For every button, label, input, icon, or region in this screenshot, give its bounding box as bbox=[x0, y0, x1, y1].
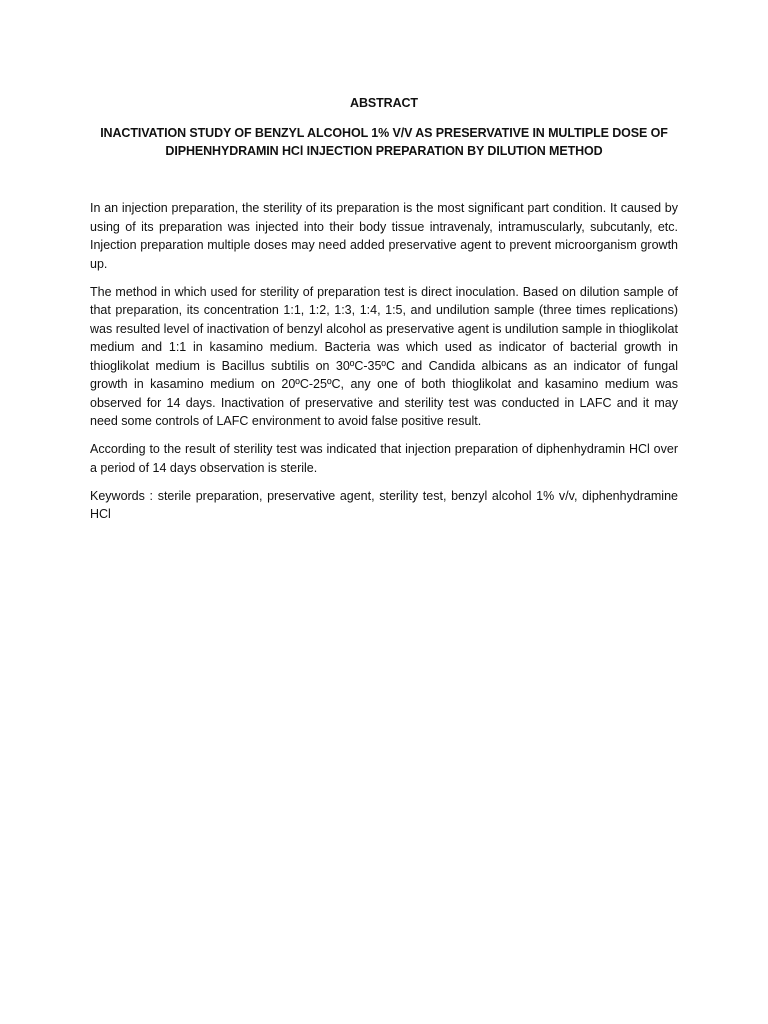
abstract-heading: ABSTRACT bbox=[350, 96, 418, 110]
abstract-body bbox=[90, 199, 678, 533]
paragraph-intro: In an injection preparation, the sterility of its preparation is the most significant part condition. It caused by using of its preparation was injected into their body tissue intravenaly, intramuscularly, subcutanly, etc. Injection preparation multiple doses may need added preservative agent to prevent microorganism growth up. bbox=[90, 201, 678, 271]
keywords-line: Keywords : sterile preparation, preservative agent, sterility test, benzyl alcohol 1% v/v, diphenhydramine HCl bbox=[90, 488, 678, 521]
paragraph-method: The method in which used for sterility of preparation test is direct inoculation. Based on dilution sample of that preparation, its concentration 1:1, 1:2, 1:3, 1:4, 1:5, and undilution sample (three times replications) was resulted level of inactivation of benzyl alcohol as preservative agent is undilution sample in thioglikolat medium and 1:1 in kasamino medium. Bacteria was which used as indicator of bacterial growth in thioglikolat medium is Bacillus subtilis on 30ºC-35ºC and Candida albicans as an indicator of fungal growth in kasamino medium on 20ºC-25ºC, any one of both thioglikolat and kasamino medium was observed for 14 days. Inactivation of preservative and sterility test was conducted in LAFC and it may need some controls of LAFC environment to avoid false positive result. bbox=[90, 284, 678, 428]
paragraph-result: According to the result of sterility test was indicated that injection preparation of diphenhydramin HCl over a period of 14 days observation is sterile. bbox=[90, 442, 678, 475]
document-title: INACTIVATION STUDY OF BENZYL ALCOHOL 1% V/V AS PRESERVATIVE IN MULTIPLE DOSE OF DIPHENHYDRAMIN HCl INJECTION PREPARATION BY DILUTION METHOD bbox=[100, 126, 668, 158]
